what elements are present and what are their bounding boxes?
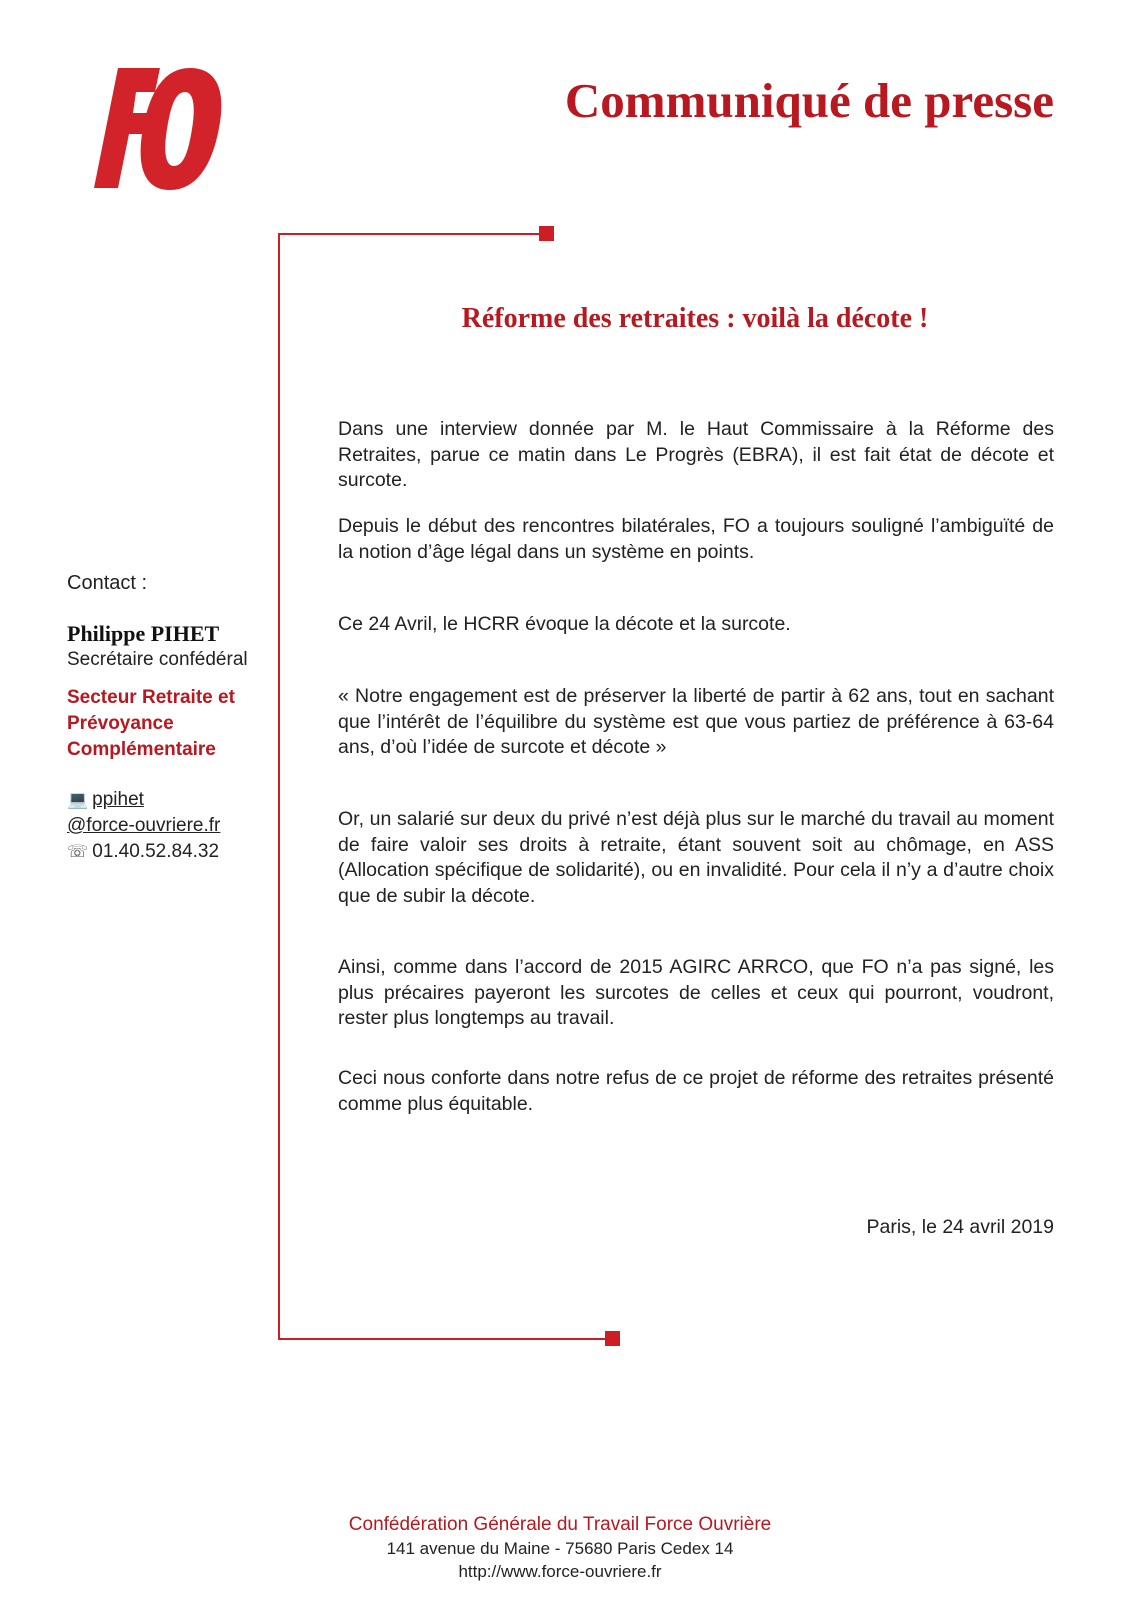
- article-title: Réforme des retraites : voilà la décote !: [461, 303, 929, 334]
- paragraph: Ainsi, comme dans l’accord de 2015 AGIRC ARRCO, que FO n’a pas signé, les plus précaires payeront les surcotes de celles et ceux qui pourront, voudront, rester plus longtemps au travail.: [338, 956, 1054, 1029]
- footer-organization: Confédération Générale du Travail Force Ouvrière: [348, 1514, 772, 1535]
- computer-icon: 💻: [67, 790, 89, 809]
- phone-number: 01.40.52.84.32: [92, 841, 220, 862]
- frame-top-square: [539, 226, 554, 241]
- frame-top-line: [278, 233, 543, 235]
- contact-name: Philippe PIHET: [67, 621, 220, 646]
- sector-line: Secteur Retraite et: [67, 687, 235, 708]
- contact-label: Contact :: [67, 572, 148, 594]
- quote-paragraph: « Notre engagement est de préserver la liberté de partir à 62 ans, tout en sachant que l’intérêt de l’équilibre du système est que vous partiez de préférence à 63-64 ans, d’où l’idée de surcote et décote »: [338, 685, 1054, 758]
- email-link[interactable]: ppihet: [92, 789, 144, 810]
- frame-bottom-line: [278, 1338, 609, 1340]
- sector-line: Complémentaire: [67, 739, 216, 760]
- telephone-icon: ☏: [67, 842, 89, 861]
- contact-sidebar: [67, 570, 267, 865]
- email-link-domain[interactable]: @force-ouvriere.fr: [67, 815, 221, 836]
- frame-bottom-square: [605, 1331, 620, 1346]
- footer-website-link[interactable]: http://www.force-ouvriere.fr: [458, 1562, 662, 1581]
- paragraph: Dans une interview donnée par M. le Haut Commissaire à la Réforme des Retraites, parue ce matin dans Le Progrès (EBRA), il est fait état de décote et surcote.: [338, 418, 1054, 491]
- footer-address: 141 avenue du Maine - 75680 Paris Cedex 14: [386, 1539, 734, 1558]
- contact-role: Secrétaire confédéral: [67, 649, 248, 670]
- paragraph: Ce 24 Avril, le HCRR évoque la décote et la surcote.: [338, 613, 791, 635]
- sector-name: [67, 685, 267, 763]
- paragraph: Depuis le début des rencontres bilatérales, FO a toujours souligné l’ambiguïté de la notion d’âge légal dans un système en points.: [338, 515, 1054, 563]
- dateline: Paris, le 24 avril 2019: [866, 1216, 1054, 1238]
- press-release-heading: Communiqué de presse: [564, 73, 1054, 128]
- sector-line: Prévoyance: [67, 713, 174, 734]
- frame-vertical-line: [278, 233, 280, 1340]
- footer: [300, 1513, 820, 1583]
- paragraph: Or, un salarié sur deux du privé n’est déjà plus sur le marché du travail au moment de faire valoir ses droits à retraite, étant souvent soit au chômage, en ASS (Allocation spécifique de solidarité), ou en invalidité. Pour cela il n’y a d’autre choix que de subir la décote.: [338, 808, 1054, 907]
- fo-logo: [88, 66, 228, 196]
- paragraph: Ceci nous conforte dans notre refus de ce projet de réforme des retraites présenté comme plus équitable.: [338, 1067, 1054, 1115]
- contact-details: [67, 787, 267, 865]
